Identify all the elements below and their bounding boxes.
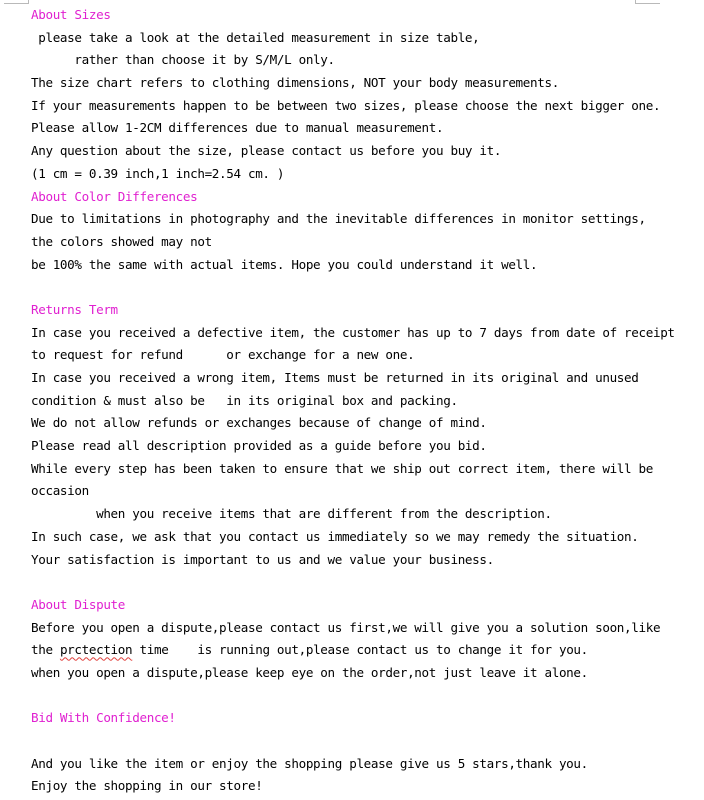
dispute-line: Before you open a dispute,please contact us first,we will give you a solution soon,like	[31, 619, 661, 635]
sizes-line: rather than choose it by S/M/L only.	[31, 52, 335, 68]
sizes-line: please take a look at the detailed measurement in size table,	[31, 29, 480, 45]
returns-line: occasion	[31, 483, 89, 499]
returns-line: In case you received a wrong item, Items must be returned in its original and unused	[31, 370, 639, 385]
sizes-line: The size chart refers to clothing dimensions, NOT your body measurements.	[31, 75, 559, 91]
confidence-line: And you like the item or enjoy the shopping please give us 5 stars,thank you.	[31, 755, 588, 771]
returns-heading: Returns Term	[31, 301, 118, 317]
blank-line	[31, 276, 681, 299]
returns-line: Please read all description provided as a guide before you bid.	[31, 438, 487, 454]
dispute-line: when you open a dispute,please keep eye on the order,not just leave it alone.	[31, 664, 588, 680]
color-heading: About Color Differences	[31, 188, 198, 204]
returns-line: to request for refund or exchange for a new one.	[31, 347, 415, 363]
returns-line: Your satisfaction is important to us and we value your business.	[31, 551, 494, 567]
blank-line	[31, 685, 681, 708]
sizes-line: Any question about the size, please contact us before you buy it.	[31, 143, 502, 159]
returns-line: In such case, we ask that you contact us immediately so we may remedy the situation.	[31, 528, 639, 544]
color-line: the colors showed may not	[31, 233, 212, 249]
page-corner-mark-left	[4, 0, 29, 4]
returns-line: In case you received a defective item, the customer has up to 7 days from date of receipt	[31, 324, 675, 340]
color-line: Due to limitations in photography and the inevitable differences in monitor settings,	[31, 211, 646, 227]
sizes-heading: About Sizes	[31, 7, 111, 22]
dispute-heading: About Dispute	[31, 596, 126, 612]
sizes-line: Please allow 1-2CM differences due to manual measurement.	[31, 120, 444, 136]
color-line: be 100% the same with actual items. Hope you could understand it well.	[31, 256, 538, 272]
dispute-line-text: time is running out,please contact us to change it for you.	[132, 642, 588, 658]
returns-line: We do not allow refunds or exchanges because of change of mind.	[31, 415, 487, 431]
dispute-line	[31, 639, 681, 662]
document-body	[31, 4, 681, 798]
dispute-line-text: the	[31, 642, 60, 658]
sizes-line: If your measurements happen to be between two sizes, please choose the next bigger one.	[31, 97, 661, 113]
returns-line: condition & must also be in its original box and packing.	[31, 392, 458, 408]
blank-line	[31, 571, 681, 594]
sizes-line: (1 cm = 0.39 inch,1 inch=2.54 cm. )	[31, 165, 285, 181]
confidence-heading: Bid With Confidence!	[31, 710, 176, 726]
returns-line: While every step has been taken to ensure that we ship out correct item, there will be	[31, 460, 653, 476]
misspelled-word: prctection	[59, 642, 133, 658]
returns-line: when you receive items that are different from the description.	[31, 506, 552, 522]
confidence-line: Enjoy the shopping in our store!	[31, 778, 263, 794]
blank-line	[31, 730, 681, 753]
